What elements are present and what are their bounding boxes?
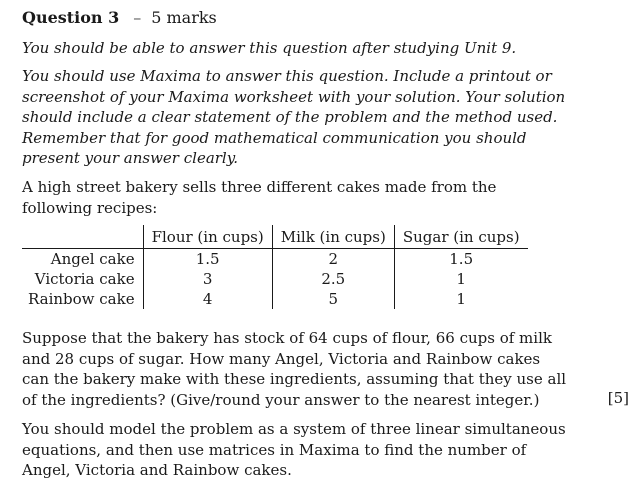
- study-note: You should be able to answer this question after studying Unit 9.: [22, 39, 517, 57]
- row-label-angel: Angel cake: [50, 250, 135, 268]
- table-row: [22, 289, 528, 309]
- question-title: Question 3: [22, 8, 120, 27]
- cell-angel-milk: 2: [272, 249, 394, 270]
- problem-text: Suppose that the bakery has stock of 64 cups of flour, 66 cups of milk and 28 cups of sugar. How many Angel, Victoria and Rainbow cakes can the bakery make with these ingredients, assuming that they use all of the ingredients? (Give/round your answer to the nearest integer.): [22, 329, 567, 409]
- marks-bracket: [5]: [607, 389, 629, 407]
- cell-angel-sugar: 1.5: [394, 249, 527, 270]
- cell-victoria-sugar: 1: [394, 269, 527, 289]
- cell-victoria-milk: 2.5: [272, 269, 394, 289]
- question-marks: 5 marks: [151, 8, 217, 27]
- header-flour: Flour (in cups): [143, 225, 272, 249]
- method-note: You should model the problem as a system of three linear simultaneous equations, and then use matrices in Maxima to find the number of Angel, Victoria and Rainbow cakes.: [22, 420, 566, 479]
- header-sugar: Sugar (in cups): [394, 225, 527, 249]
- header-milk: Milk (in cups): [272, 225, 394, 249]
- cell-rainbow-milk: 5: [272, 289, 394, 309]
- recipe-table: [22, 225, 528, 309]
- maxima-note: You should use Maxima to answer this question. Include a printout or screenshot of your Maxima worksheet with your solution. Your solution should include a clear statement of the problem and the method used. Remember that for good mathematical communication you should present your answer clearly.: [22, 67, 566, 167]
- intro-text: A high street bakery sells three different cakes made from the following recipes:: [22, 178, 497, 217]
- cell-angel-flour: 1.5: [143, 249, 272, 270]
- cell-victoria-flour: 3: [143, 269, 272, 289]
- row-label-victoria: Victoria cake: [34, 270, 135, 288]
- cell-rainbow-sugar: 1: [394, 289, 527, 309]
- table-row: [22, 249, 528, 270]
- row-label-rainbow: Rainbow cake: [28, 290, 135, 308]
- table-row: [22, 269, 528, 289]
- header-dash: –: [133, 8, 142, 27]
- question-header: [22, 8, 217, 28]
- cell-rainbow-flour: 4: [143, 289, 272, 309]
- header-blank-cell: [22, 225, 143, 249]
- recipe-table-header-row: [22, 225, 528, 249]
